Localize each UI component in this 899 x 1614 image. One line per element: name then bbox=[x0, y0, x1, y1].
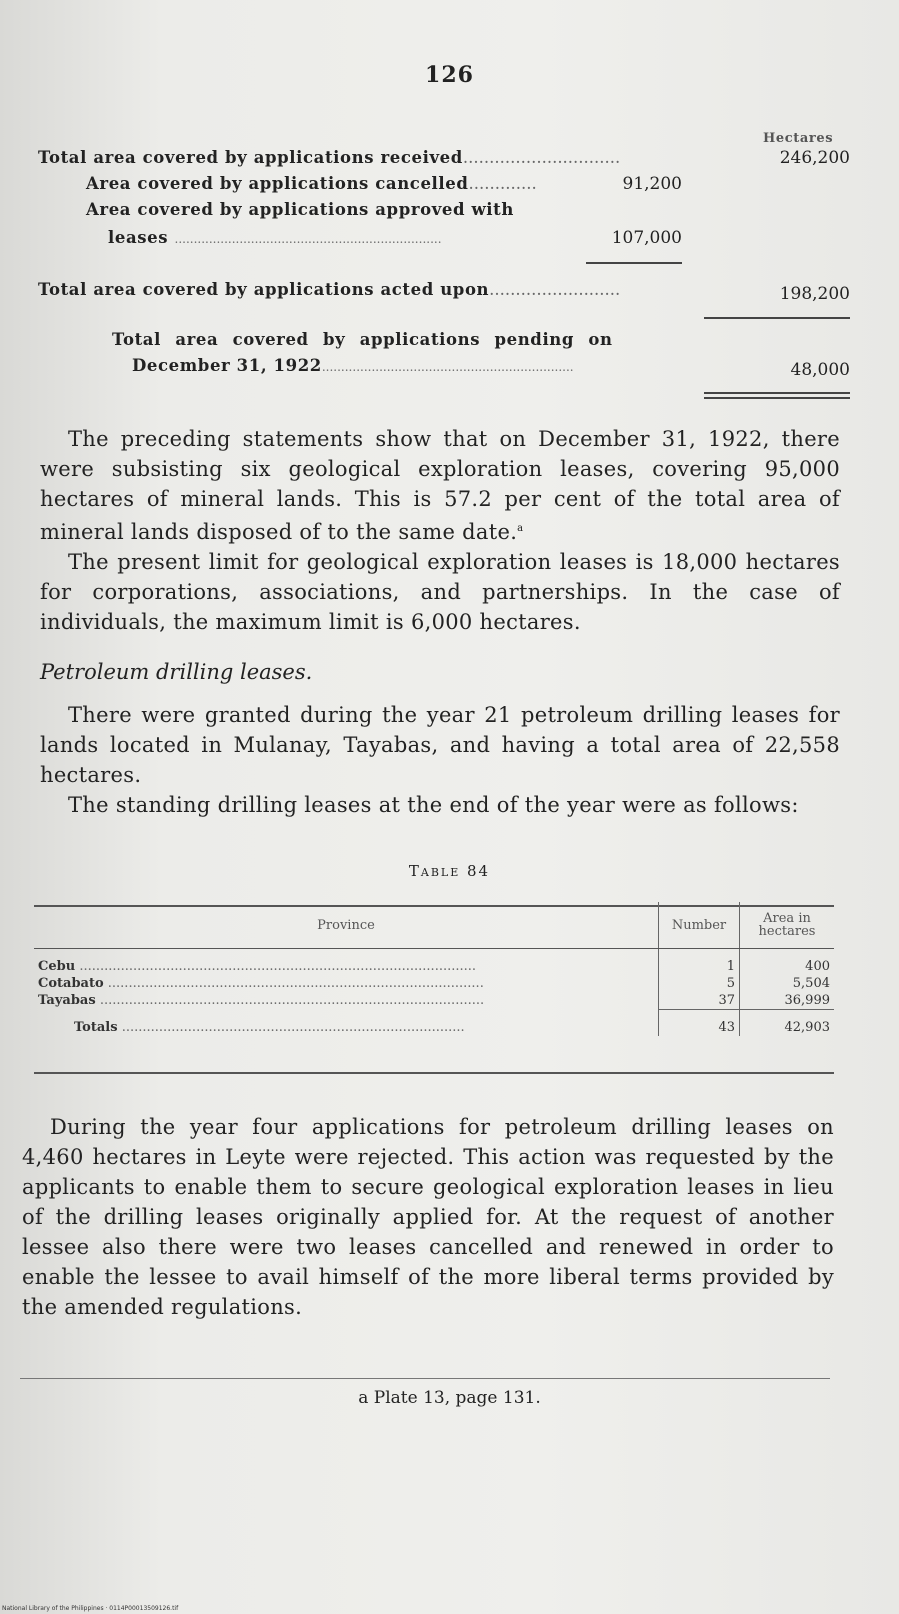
statement-label: Total area covered by applications received bbox=[38, 148, 463, 167]
table-header-row bbox=[34, 902, 834, 949]
leader-dots: ...................................................................... bbox=[174, 232, 442, 246]
body-text-upper bbox=[40, 424, 840, 637]
statement-value: 91,200 bbox=[622, 174, 682, 194]
leader-dots: .................................................................. bbox=[321, 360, 574, 374]
paragraph: The preceding statements show that on December 31, 1922, there were subsisting six geological exploration leases, covering 95,000 hectares of mineral lands. This is 57.2 per cent of the total area of mineral lands disposed of to the same date.$^a$ bbox=[40, 427, 840, 544]
body-text-lower bbox=[22, 1112, 834, 1322]
double-rule-top bbox=[704, 392, 850, 394]
subtotal-rule bbox=[586, 262, 682, 264]
statement-value: 48,000 bbox=[790, 360, 850, 380]
leader-dots: ............. bbox=[468, 174, 537, 193]
statement-row-approved-cont bbox=[108, 228, 899, 247]
statement-label: Area covered by applications approved with bbox=[86, 200, 514, 219]
scan-imprint: National Library of the Philippines · 0114P00013509126.tif bbox=[2, 1605, 179, 1612]
table-bottom-rule bbox=[34, 1072, 834, 1074]
statement-row-acted bbox=[38, 280, 858, 299]
statement-label: Total area covered by applications acted upon bbox=[38, 280, 490, 299]
statement-value: 107,000 bbox=[611, 228, 682, 248]
table-row: Cebu ................................................................................................ 1 400 bbox=[34, 949, 834, 976]
statement-value: 246,200 bbox=[779, 148, 850, 168]
footnote: a Plate 13, page 131. bbox=[358, 1388, 541, 1408]
page-number: 126 bbox=[425, 62, 474, 88]
paragraph: The present limit for geological exploration leases is 18,000 hectares for corporations, associations, and partnerships. In the case of individuals, the maximum limit is 6,000 hectares. bbox=[40, 550, 840, 634]
total-rule bbox=[704, 317, 850, 319]
column-header-number: Number bbox=[659, 902, 740, 949]
paragraph: The standing drilling leases at the end of the year were as follows: bbox=[68, 793, 799, 817]
footnote-marker: a bbox=[517, 523, 524, 534]
double-rule-bottom bbox=[704, 397, 850, 399]
paragraph: During the year four applications for petroleum drilling leases on 4,460 hectares in Leyte were rejected. This action was requested by the applicants to enable them to secure geological exploration leases in lieu of the drilling leases originally applied for. At the request of another lessee also there were two leases cancelled and renewed in order to enable the lessee to avail himself of the more liberal terms provided by the amended regulations. bbox=[22, 1115, 834, 1319]
statement-label: December 31, 1922 bbox=[132, 356, 322, 375]
table-title: Table 84 bbox=[408, 862, 491, 880]
table-totals-row: Totals ................................................................................... 43 42,903 bbox=[34, 1010, 834, 1037]
table-row: Tayabas ............................................................................................. 37 36,999 bbox=[34, 992, 834, 1010]
section-heading: Petroleum drilling leases. bbox=[40, 660, 313, 684]
statement-value: 198,200 bbox=[779, 284, 850, 304]
leader-dots: .............................. bbox=[462, 148, 621, 167]
unit-header: Hectares bbox=[763, 131, 834, 146]
statement-label: leases bbox=[108, 228, 169, 247]
statement-row-pending bbox=[112, 330, 899, 349]
statement-row-approved bbox=[86, 200, 899, 219]
column-header-province: Province bbox=[34, 902, 659, 949]
table-row: Cotabato ........................................................................................... 5 5,504 bbox=[34, 975, 834, 992]
column-header-area: Area in hectares bbox=[740, 902, 835, 949]
statement-row-received bbox=[38, 148, 858, 167]
paragraph: There were granted during the year 21 petroleum drilling leases for lands located in Mulanay, Tayabas, and having a total area of 22,558 hectares. bbox=[40, 703, 840, 787]
statement-label: Total area covered by applications pending on bbox=[112, 330, 613, 349]
footnote-rule bbox=[20, 1378, 830, 1379]
statement-row-cancelled bbox=[86, 174, 899, 193]
statement-label: Area covered by applications cancelled bbox=[86, 174, 469, 193]
table-84 bbox=[34, 902, 834, 1036]
body-text-middle bbox=[40, 700, 840, 820]
leader-dots: ......................... bbox=[489, 280, 621, 299]
